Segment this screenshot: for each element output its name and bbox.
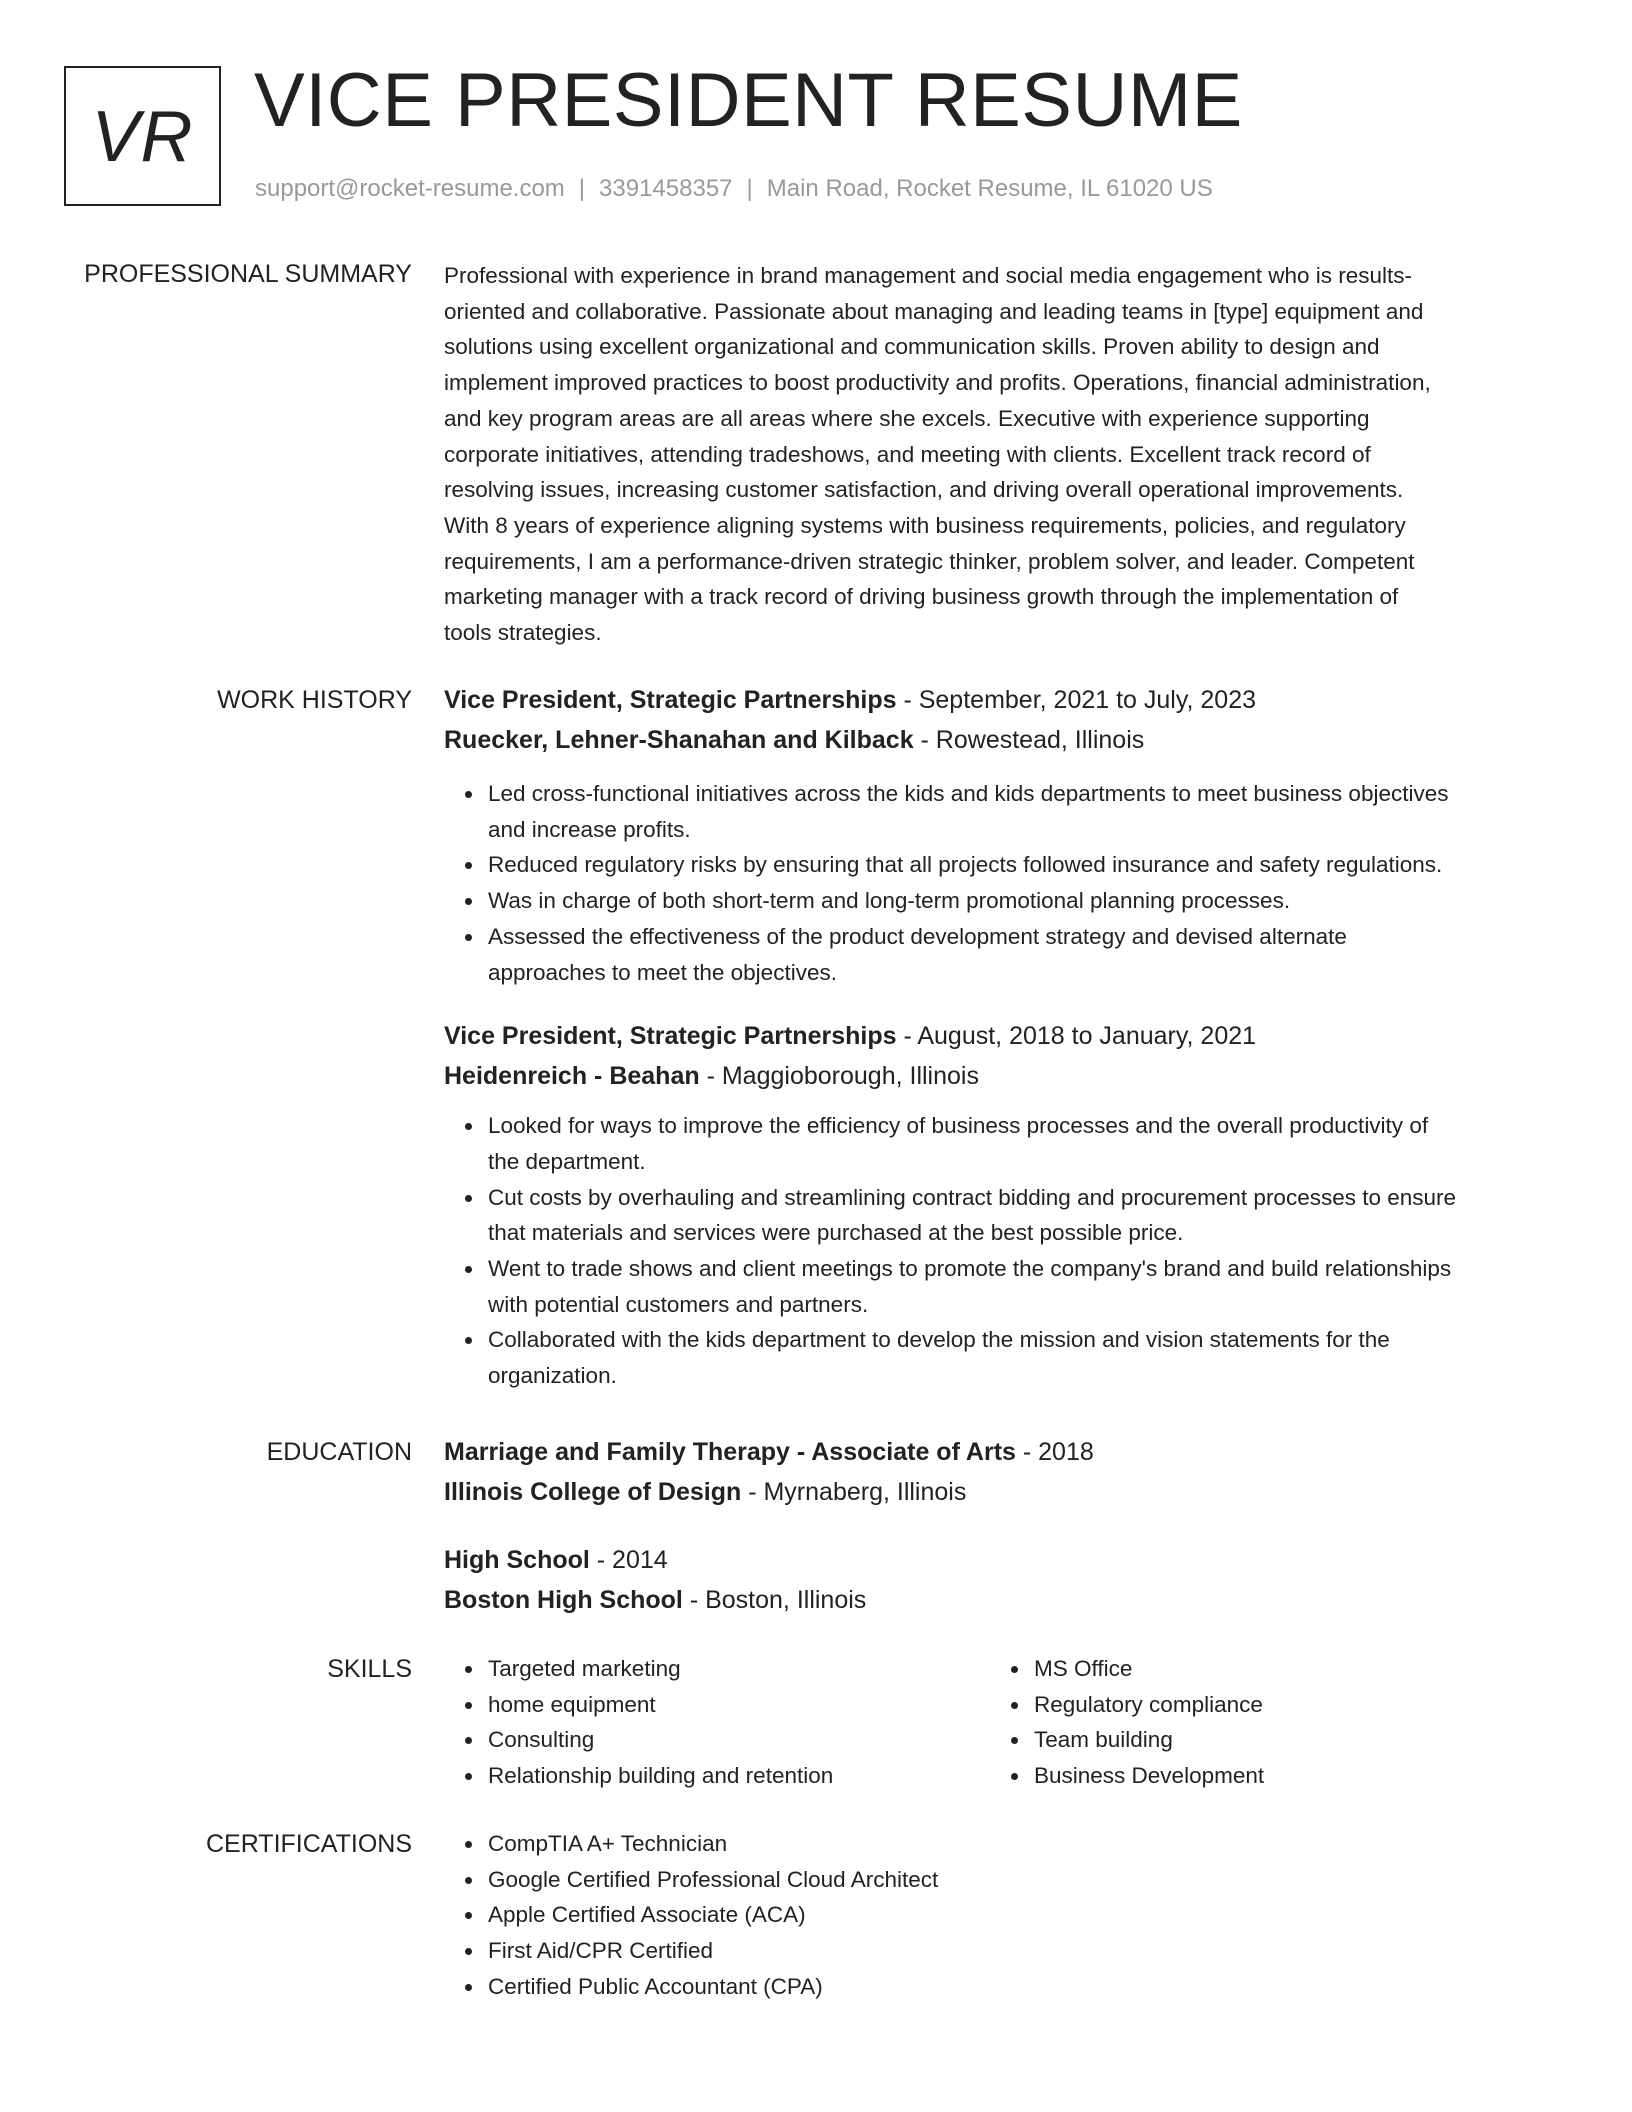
- skill-item: home equipment: [488, 1687, 990, 1723]
- job-bullet: [488, 1322, 1560, 1393]
- job-bullets: [444, 1108, 1560, 1394]
- summary-line: resolving issues, increasing customer satisfaction, and driving overall operational improvements.: [444, 477, 1404, 503]
- summary-line: requirements, I am a performance-driven strategic thinker, problem solver, and leader. Competent: [444, 548, 1415, 574]
- summary-line: tools strategies.: [444, 620, 602, 646]
- education-degree-line: [444, 1432, 1560, 1472]
- work-history-content: [444, 680, 1560, 1394]
- skills-list: [990, 1651, 1264, 1794]
- job-company: Ruecker, Lehner-Shanahan and Kilback: [444, 726, 914, 754]
- job-dates: - August, 2018 to January, 2021: [896, 1022, 1257, 1051]
- section-label-summary: PROFESSIONAL SUMMARY: [84, 260, 412, 288]
- job-bullet: [488, 1180, 1560, 1251]
- bullet-line: Reduced regulatory risks by ensuring that all projects followed insurance and safety regulations.: [488, 852, 1443, 878]
- education-entry: [444, 1540, 1560, 1620]
- bullet-line: organization.: [488, 1363, 617, 1389]
- bullet-line: Was in charge of both short-term and long-term promotional planning processes.: [488, 888, 1291, 914]
- skills-column-2: [990, 1651, 1264, 1794]
- summary-content: [444, 258, 1560, 651]
- bullet-line: the department.: [488, 1148, 646, 1174]
- skill-item: Team building: [1034, 1722, 1264, 1758]
- summary-line: and key program areas are all areas where she excels. Executive with experience supporting: [444, 405, 1370, 431]
- job-bullet: [488, 919, 1560, 990]
- education-location: - Myrnaberg, Illinois: [741, 1478, 967, 1506]
- education-degree: High School: [444, 1546, 590, 1574]
- skills-list: [444, 1651, 990, 1794]
- job-entry: [444, 680, 1560, 990]
- monogram-logo: [64, 66, 221, 206]
- summary-line: oriented and collaborative. Passionate about managing and leading teams in [type] equipment and: [444, 298, 1424, 324]
- bullet-line: approaches to meet the objectives.: [488, 959, 837, 985]
- skill-item: Targeted marketing: [488, 1651, 990, 1687]
- resume-title: VICE PRESIDENT RESUME: [254, 58, 1243, 143]
- summary-line: marketing manager with a track record of driving business growth through the implementation of: [444, 584, 1399, 610]
- contact-phone[interactable]: 3391458357: [599, 175, 733, 202]
- summary-paragraph: [444, 258, 1560, 651]
- job-location: - Rowestead, Illinois: [913, 726, 1145, 754]
- certifications-content: [444, 1826, 1560, 2005]
- job-title: Vice President, Strategic Partnerships: [444, 686, 897, 714]
- bullet-line: Went to trade shows and client meetings to promote the company's brand and build relationships: [488, 1256, 1452, 1282]
- bullet-line: Assessed the effectiveness of the product development strategy and devised alternate: [488, 923, 1347, 949]
- bullet-line: with potential customers and partners.: [488, 1291, 869, 1317]
- certification-item: Certified Public Accountant (CPA): [488, 1969, 1560, 2005]
- certification-item: CompTIA A+ Technician: [488, 1826, 1560, 1862]
- education-year: - 2018: [1015, 1438, 1094, 1466]
- education-school: Illinois College of Design: [444, 1478, 742, 1506]
- education-content: [444, 1432, 1560, 1620]
- bullet-line: Cut costs by overhauling and streamlining contract bidding and procurement processes to ensure: [488, 1184, 1457, 1210]
- education-school-line: [444, 1580, 1560, 1620]
- summary-line: With 8 years of experience aligning systems with business requirements, policies, and regulatory: [444, 512, 1406, 538]
- bullet-line: that materials and services were purchased at the best possible price.: [488, 1220, 1184, 1246]
- contact-email[interactable]: support@rocket-resume.com: [255, 175, 565, 202]
- bullet-line: Collaborated with the kids department to develop the mission and vision statements for the: [488, 1327, 1390, 1353]
- job-bullet: [488, 847, 1560, 883]
- skills-content: [444, 1651, 1560, 1794]
- contact-separator: |: [578, 175, 586, 202]
- education-school-line: [444, 1472, 1560, 1512]
- skill-item: Relationship building and retention: [488, 1758, 990, 1794]
- job-bullet: [488, 1108, 1560, 1179]
- job-title-line: [444, 680, 1560, 720]
- certification-item: First Aid/CPR Certified: [488, 1933, 1560, 1969]
- education-degree-line: [444, 1540, 1560, 1580]
- education-entry: [444, 1432, 1560, 1512]
- skill-item: Regulatory compliance: [1034, 1687, 1264, 1723]
- skill-item: Business Development: [1034, 1758, 1264, 1794]
- job-bullet: [488, 776, 1560, 847]
- job-title: Vice President, Strategic Partnerships: [444, 1022, 897, 1051]
- skills-column-1: [444, 1651, 990, 1794]
- contact-line: [255, 172, 1213, 206]
- certification-item: Apple Certified Associate (ACA): [488, 1897, 1560, 1933]
- bullet-line: Looked for ways to improve the efficiency of business processes and the overall productivity of: [488, 1113, 1429, 1139]
- bullet-line: and increase profits.: [488, 816, 691, 842]
- job-bullet: [488, 883, 1560, 919]
- skill-item: MS Office: [1034, 1651, 1264, 1687]
- job-bullets: [444, 776, 1560, 990]
- job-dates: - September, 2021 to July, 2023: [896, 686, 1257, 714]
- job-entry: [444, 1016, 1560, 1394]
- summary-line: Professional with experience in brand management and social media engagement who is results-: [444, 263, 1413, 288]
- education-school: Boston High School: [444, 1586, 683, 1614]
- summary-line: solutions using excellent organizational and communication skills. Proven ability to design and: [444, 334, 1380, 360]
- job-company-line: [444, 1056, 1560, 1096]
- contact-separator: |: [746, 175, 753, 202]
- skill-item: Consulting: [488, 1722, 990, 1758]
- monogram-initials: VR: [91, 97, 194, 177]
- summary-line: corporate initiatives, attending tradeshows, and meeting with clients. Excellent track record of: [444, 441, 1371, 467]
- job-company: Heidenreich - Beahan: [444, 1062, 700, 1091]
- education-degree: Marriage and Family Therapy - Associate of Arts: [444, 1438, 1016, 1466]
- bullet-line: Led cross-functional initiatives across the kids and kids departments to meet business objectives: [488, 781, 1449, 806]
- job-title-line: [444, 1016, 1560, 1056]
- summary-line: implement improved practices to boost productivity and profits. Operations, financial administration,: [444, 370, 1431, 396]
- section-label-education: EDUCATION: [266, 1438, 412, 1466]
- certification-item: Google Certified Professional Cloud Architect: [488, 1862, 1560, 1898]
- certifications-list: [444, 1826, 1560, 2005]
- section-label-skills: SKILLS: [327, 1655, 412, 1683]
- contact-address: Main Road, Rocket Resume, IL 61020 US: [766, 175, 1213, 202]
- education-location: - Boston, Illinois: [682, 1586, 867, 1614]
- job-location: - Maggioborough, Illinois: [699, 1062, 979, 1091]
- section-label-certifications: CERTIFICATIONS: [205, 1830, 412, 1858]
- education-year: - 2014: [589, 1546, 668, 1574]
- job-company-line: [444, 720, 1560, 760]
- section-label-work-history: WORK HISTORY: [217, 686, 412, 714]
- job-bullet: [488, 1251, 1560, 1322]
- skills-grid: [444, 1651, 1560, 1794]
